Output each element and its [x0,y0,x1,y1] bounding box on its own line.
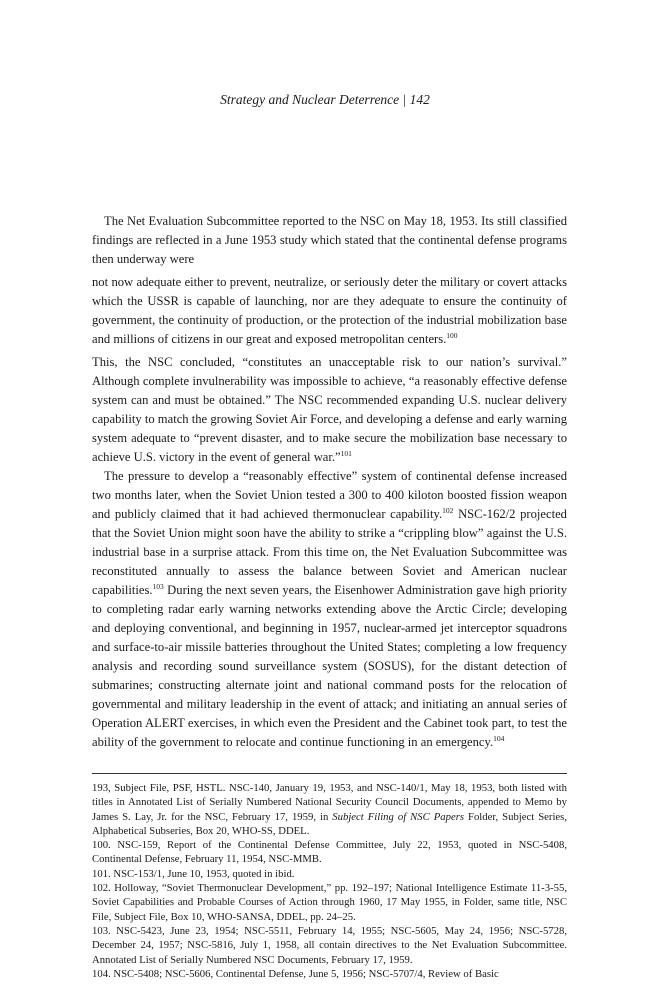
running-header [0,92,650,108]
footnote-divider [92,773,567,774]
main-text [92,212,567,752]
paragraph-3 [92,467,567,752]
footnote-ref-102: 102 [442,506,454,515]
footnote-193-italic: Subject Filing of NSC Papers [332,810,465,823]
footnote-193-text-b: Folder, Subject Series, Alphabetical Subseries, Box 20, WHO-SS, DDEL. [92,810,567,837]
paragraph-3-text-a: The pressure to develop a “reasonably effective” system of continental defense increased two months later, when the Soviet Union tested a 300 to 400 kiloton boosted fission weapon and publicly claimed that it had achieved thermonuclear capability. [92,469,567,521]
block-quote [92,273,567,349]
footnote-102: 102. Holloway, “Soviet Thermonuclear Development,” pp. 192–197; National Intelligence Estimate 11-3-55, Soviet Capabilities and Probable Courses of Action through 1960, 17 May 1955, in Folder, same title, NSC File, Subject File, Box 10, WHO-SANSA, DDEL, pp. 24–25. [92,882,567,923]
footnotes [92,781,567,981]
block-quote-text: not now adequate either to prevent, neutralize, or seriously deter the military or covert attacks which the USSR is capable of launching, nor are they adequate to ensure the continuity of government, the continuity of production, or the protection of the industrial mobilization base and millions of citizens in our great and exposed metropolitan centers. [92,275,567,346]
footnote-193 [92,781,567,838]
footnote-104: 104. NSC-5408; NSC-5606, Continental Defense, June 5, 1956; NSC-5707/4, Review of Basic [92,967,499,980]
paragraph-3-text-c: During the next seven years, the Eisenhower Administration gave high priority to completing radar early warning networks extending above the Arctic Circle; developing and deploying conventional, and beginning in 1957, nuclear-armed jet interceptor squadrons and surface-to-air missile batteries throughout the United States; completing a low frequency analysis and recording sound surveillance system (SOSUS), for the distant detection of submarines; constructing alternate joint and national command posts for the relocation of governmental and military leadership in the event of attack; and initiating an annual series of Operation ALERT exercises, in which even the President and the Cabinet took part, to test the ability of the government to relocate and continue functioning in an emergency. [92,583,567,749]
page-number: 142 [409,92,430,107]
footnote-103: 103. NSC-5423, June 23, 1954; NSC-5511, February 14, 1955; NSC-5605, May 24, 1956; NSC-5728, December 24, 1957; NSC-5816, July 1, 1958, all contain directives to the Net Evaluation Subcommittee. Annotated List of Serially Numbered NSC Documents, February 17, 1959. [92,924,567,966]
paragraph-2 [92,353,567,467]
paragraph-3-text-b: NSC-162/2 projected that the Soviet Union might soon have the ability to strike a “crippling blow” against the U.S. industrial base in a surprise attack. From this time on, the Net Evaluation Subcommittee was reconstituted annually to assess the balance between Soviet and American nuclear capabilities. [92,507,567,597]
header-separator: | [399,92,410,107]
paragraph-1: The Net Evaluation Subcommittee reported to the NSC on May 18, 1953. Its still classified findings are reflected in a June 1953 study which stated that the continental defense programs then underway were [92,214,567,266]
footnote-ref-104: 104 [493,734,505,743]
footnote-193-text-a: 193, Subject File, PSF, HSTL. NSC-140, January 19, 1953, and NSC-140/1, May 18, 1953, both listed with titles in Annotated List of Serially Numbered National Security Council Documents, appended to Memo by James S. Lay, Jr. for the NSC, February 17, 1959, in [92,782,567,823]
footnote-101: 101. NSC-153/1, June 10, 1953, quoted in ibid. [92,867,295,880]
paragraph-2-text: This, the NSC concluded, “constitutes an unacceptable risk to our nation’s survival.” Although complete invulnerability was impossible to achieve, “a reasonably effective defense system can and must be obtained.” The NSC recommended expanding U.S. nuclear delivery capability to match the growing Soviet Air Force, and developing a defense and early warning system adequate to “prevent disaster, and to make secure the mobilization base necessary to achieve U.S. victory in the event of general war.” [92,355,567,464]
footnote-ref-103: 103 [152,582,164,591]
footnote-ref-100: 100 [446,331,458,340]
running-title: Strategy and Nuclear Deterrence [220,92,400,107]
footnote-ref-101: 101 [340,449,352,458]
footnote-100: 100. NSC-159, Report of the Continental Defense Committee, July 22, 1953, quoted in NSC-5408, Continental Defense, February 11, 1954, NSC-MMB. [92,839,567,866]
